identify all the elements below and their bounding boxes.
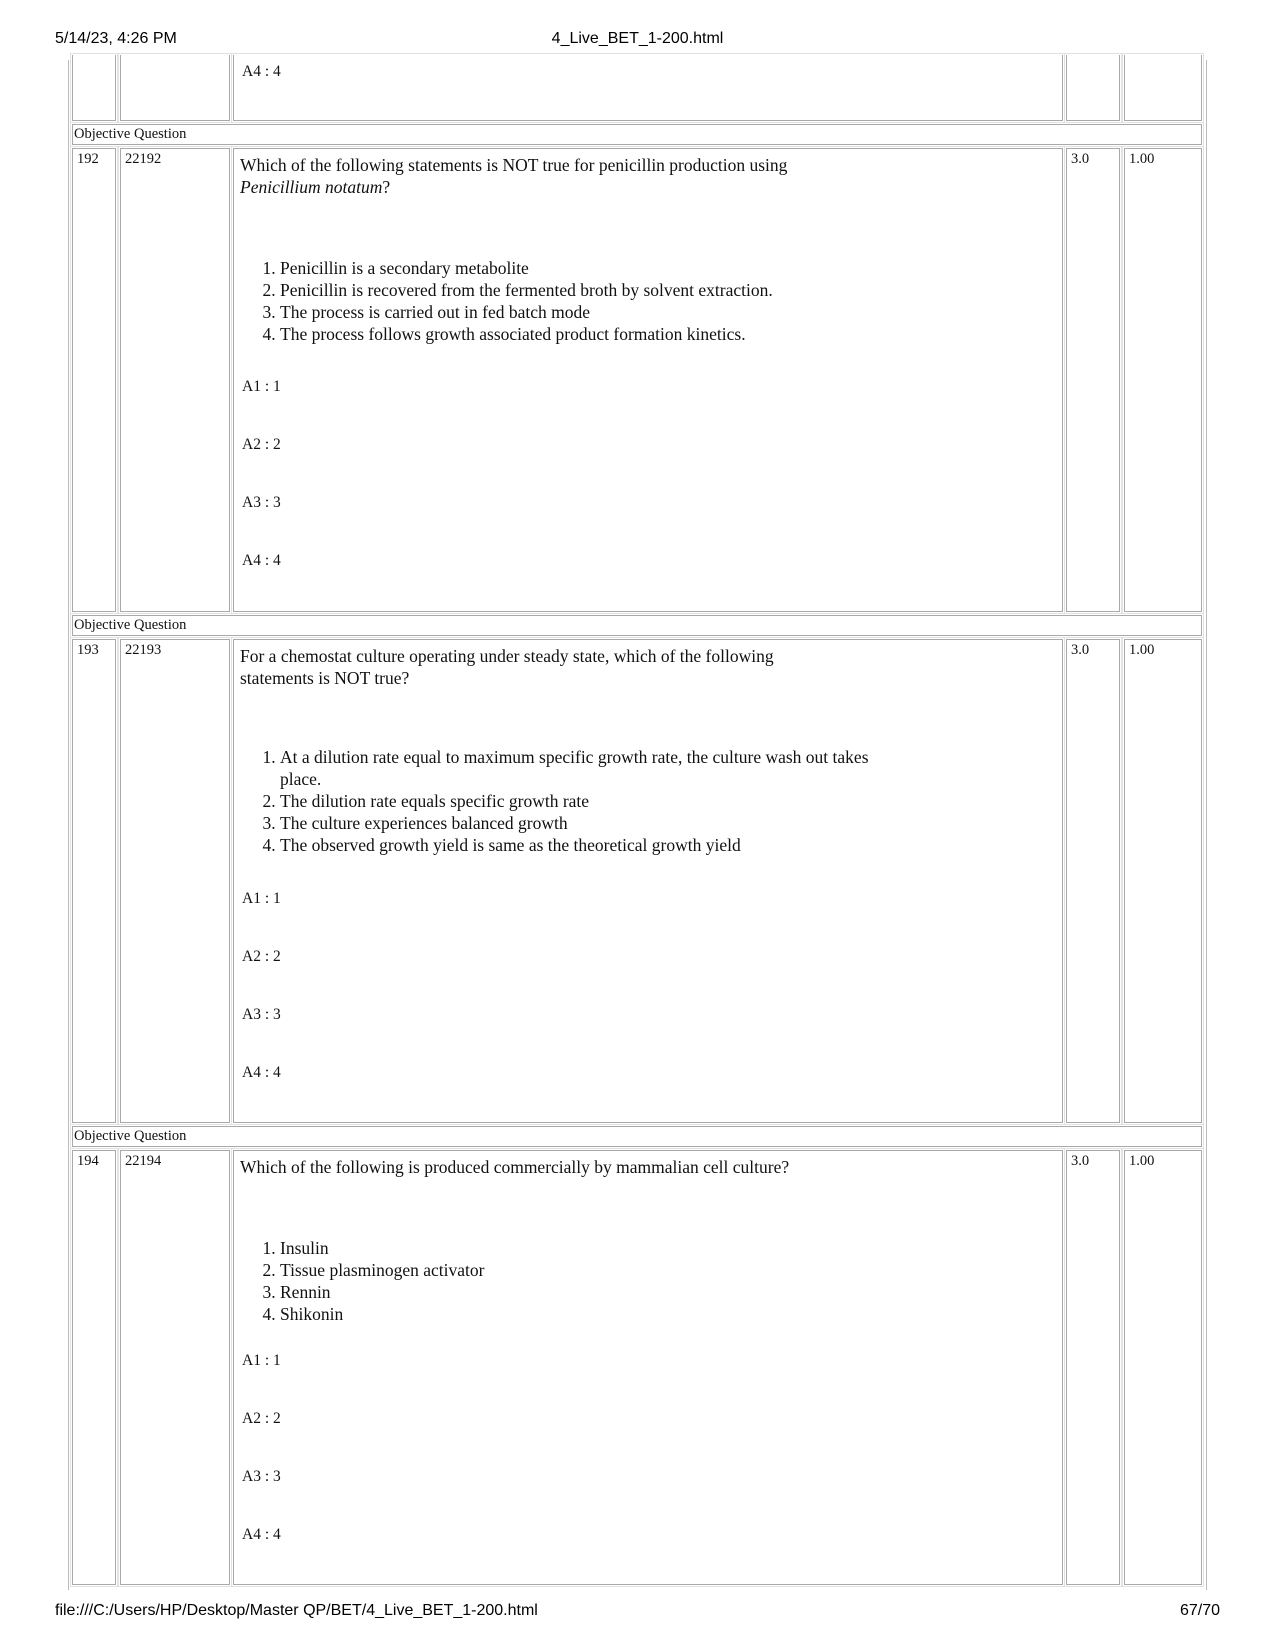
answer-option: A4 : 4 [242,552,281,569]
question-body [233,639,1063,1123]
option-item: 3. The culture experiences balanced growth [280,812,870,834]
answer-option: A1 : 1 [242,378,281,395]
prev-negative-cell [1124,55,1202,121]
answer-option: A4 : 4 [242,63,281,80]
table-right-border [1206,60,1207,1590]
prev-sno-cell [72,55,116,121]
answer-option: A2 : 2 [242,436,281,453]
option-item: 4. The observed growth yield is same as the theoretical growth yield [280,834,870,856]
answer-option: A3 : 3 [242,494,281,511]
option-item: 1. At a dilution rate equal to maximum specific growth rate, the culture wash out takes place. [280,746,870,790]
question-text [240,645,1060,689]
option-item: 3. Rennin [280,1281,980,1303]
negative-marks: 1.00 [1124,639,1202,1123]
option-item: 4. The process follows growth associated product formation kinetics. [280,323,1070,345]
question-text-main: For a chemostat culture operating under steady state, which of the following [240,646,774,666]
option-item: 2. The dilution rate equals specific growth rate [280,790,870,812]
option-item: 1. Insulin [280,1237,980,1259]
answer-option: A3 : 3 [242,1006,281,1023]
question-marks: 3.0 [1066,148,1120,612]
print-file-path: file:///C:/Users/HP/Desktop/Master QP/BET/4_Live_BET_1-200.html [55,1602,538,1619]
question-text [240,154,1060,198]
question-text: Which of the following is produced commercially by mammalian cell culture? [240,1157,790,1177]
print-date: 5/14/23, 4:26 PM [55,30,177,47]
option-item: 2. Tissue plasminogen activator [280,1259,980,1281]
question-serial: 194 [72,1150,116,1585]
option-item: 2. Penicillin is recovered from the fermented broth by solvent extraction. [280,279,1070,301]
option-list [239,746,870,856]
negative-marks: 1.00 [1124,148,1202,612]
question-text-line2: statements is NOT true? [240,668,410,688]
answer-option: A4 : 4 [242,1526,281,1543]
question-id: 22192 [120,148,230,612]
prev-qid-cell [120,55,230,121]
option-list [239,1237,980,1325]
prev-question-cell [233,55,1063,121]
question-serial: 192 [72,148,116,612]
answer-option: A1 : 1 [242,1352,281,1369]
table-left-border [68,60,69,1590]
section-label: Objective Question [72,615,1202,636]
section-label: Objective Question [72,1126,1202,1147]
question-text-main: Which of the following statements is NOT true for penicillin production using [240,155,788,175]
negative-marks: 1.00 [1124,1150,1202,1585]
question-body [233,1150,1063,1585]
answer-option: A1 : 1 [242,890,281,907]
option-item: 3. The process is carried out in fed batch mode [280,301,1070,323]
option-item: 1. Penicillin is a secondary metabolite [280,257,1070,279]
print-title: 4_Live_BET_1-200.html [551,30,724,47]
answer-option: A4 : 4 [242,1064,281,1081]
answer-option: A3 : 3 [242,1468,281,1485]
option-list [239,257,1070,345]
question-id: 22193 [120,639,230,1123]
question-id: 22194 [120,1150,230,1585]
prev-marks-cell [1066,55,1120,121]
answer-option: A2 : 2 [242,1410,281,1427]
question-text-end: ? [382,177,391,197]
section-label: Objective Question [72,124,1202,145]
question-body [233,148,1063,612]
print-page-number: 67/70 [1179,1602,1220,1619]
species-name: Penicillium notatum [240,177,383,197]
question-marks: 3.0 [1066,639,1120,1123]
answer-option: A2 : 2 [242,948,281,965]
question-marks: 3.0 [1066,1150,1120,1585]
question-serial: 193 [72,639,116,1123]
option-item: 4. Shikonin [280,1303,980,1325]
